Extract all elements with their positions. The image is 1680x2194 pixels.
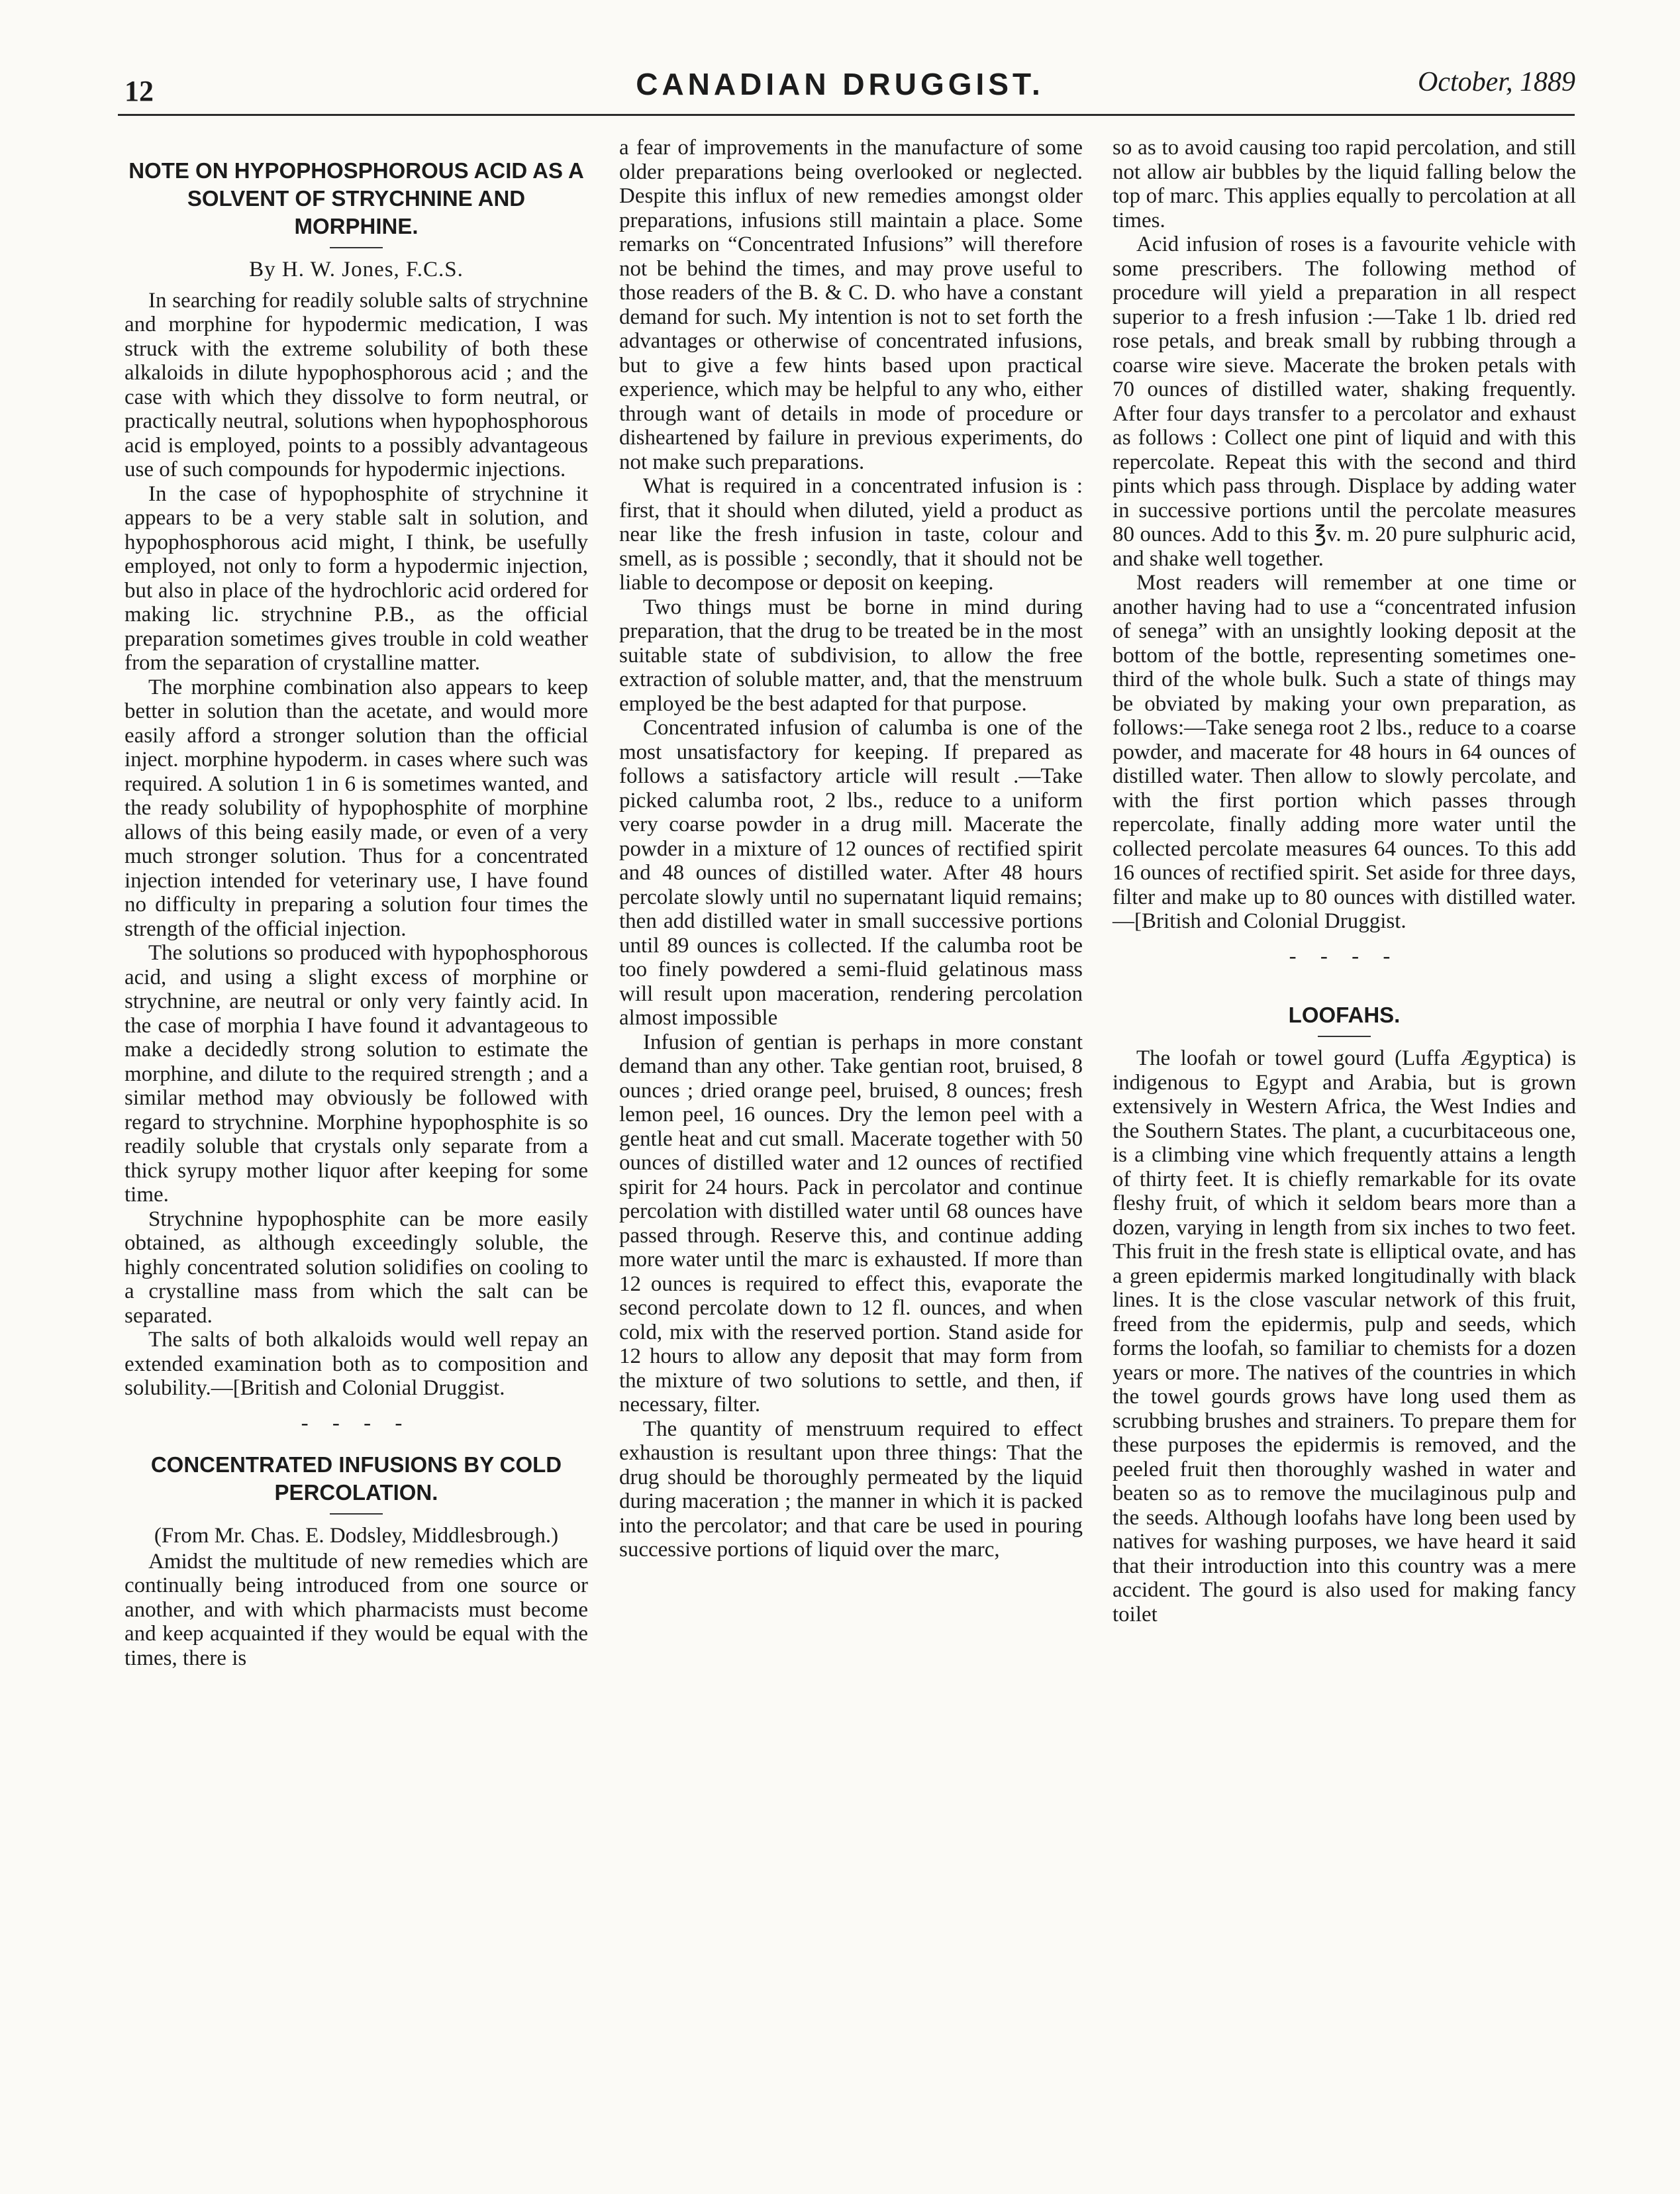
header-rule [118,114,1575,116]
article-source: (From Mr. Chas. E. Dodsley, Middlesbrough.) [154,1524,559,1548]
article-title-loofahs: LOOFAHS. [1288,1003,1401,1027]
paragraph: Infusion of gentian is perhaps in more constant demand than any other. Take gentian root, bruised, 8 ounces ; dried orange peel, bruised, 8 ounces; fresh lemon peel, 16 ounces. Dry the lemon peel with a gentle heat and cut small. Macerate together with 50 ounces of distilled water and 12 ounces of rectified spirit for 24 hours. Pack in percolator and continue percolation with distilled water until 68 ounces have passed through. Reserve this, and continue adding more water until the marc is exhausted. If more than 12 ounces is required to effect this, evaporate the second percolate down to 12 fl. ounces, and when cold, mix with the reserved portion. Stand aside for 12 hours to allow any deposit that may form from the mixture of two solutions to settle, and then, if necessary, filter. [619,1030,1083,1417]
page-header [0,0,1680,119]
paragraph: Two things must be borne in mind during preparation, that the drug to be treated be in the most suitable state of subdivision, to allow the free extraction of soluble matter, and, that the menstruum employed be the best adapted for that purpose. [619,595,1083,716]
byline: By H. W. Jones, F.C.S. [249,258,464,281]
section-separator: - - - - [1289,944,1400,968]
article-title-hypophosphorous: NOTE ON HYPOPHOSPHOROUS ACID AS A SOLVENT OF STRYCHNINE AND MORPHINE. [128,158,584,238]
paragraph: Amidst the multitude of new remedies which are continually being introduced from one source or another, and with which pharmacists must become and keep acquainted if they would be equal with the times, there is [124,1549,588,1670]
title-rule [1318,1036,1371,1037]
paragraph-continued: a fear of improvements in the manufacture of some older preparations being overlooked or neglected. Despite this influx of new remedies amongst older preparations, infusions still maintain a place. Some remarks on “Concentrated Infusions” will therefore not be behind the times, and may prove useful to those readers of the B. & C. D. who have a constant demand for such. My intention is not to set forth the advantages or otherwise of concentrated infusions, but to give a few hints based upon practical experience, which may be helpful to any who, either through want of details in mode of procedure or disheartened by failure in previous experiments, do not make such preparations. [619,136,1083,474]
masthead: CANADIAN DRUGGIST. [636,67,1044,101]
title-rule [330,247,383,248]
paragraph: In searching for readily soluble salts of strychnine and morphine for hypodermic medication, I was struck with the extreme solubility of both these alkaloids in dilute hypophosphorous acid ; and the case with which they dissolve to form neutral, or practically neutral, solutions when hypophosphorous acid is employed, points to a possibly advantageous use of such compounds for hypodermic injections. [124,288,588,481]
section-separator: - - - - [301,1411,412,1435]
article-title-concentrated-infusions: CONCENTRATED INFUSIONS BY COLD PERCOLATION. [150,1452,562,1505]
paragraph: The salts of both alkaloids would well repay an extended examination both as to composition and solubility.—[British and Colonial Druggist. [124,1328,588,1400]
column-1 [124,136,588,1670]
paragraph: What is required in a concentrated infusion is : first, that it should when diluted, yield a product as near like the fresh infusion in taste, colour and smell, as is possible ; secondly, that it should not be liable to decompose or deposit on keeping. [619,474,1083,595]
title-rule [330,1513,383,1515]
paragraph: The loofah or towel gourd (Luffa Ægyptica) is indigenous to Egypt and Arabia, but is grown extensively in Western Africa, the West Indies and the Southern States. The plant, a cucurbitaceous one, is a climbing vine which frequently attains a length of thirty feet. It is chiefly remarkable for its ovate fleshy fruit, of which it seldom bears more than a dozen, varying in length from six inches to two feet. This fruit in the fresh state is elliptical ovate, and has a green epidermis marked longitudinally with black lines. It is the close vascular network of this fruit, freed from the epidermis, pulp and seeds, which forms the loofah, so familiar to chemists for a dozen years or more. The natives of the countries in which the towel gourds grows have long used them as scrubbing brushes and strainers. To prepare them for these purposes the epidermis is removed, and the peeled fruit then thoroughly washed in water and beaten so as to remove the mucilaginous pulp and the seeds. Although loofahs have long been used by natives for washing purposes, we have heard it said that their introduction into this country was a mere accident. The gourd is also used for making fancy toilet [1112,1046,1576,1626]
paragraph: The quantity of menstruum required to effect exhaustion is resultant upon three things: That the drug should be thoroughly permeated by the liquid during maceration ; the manner in which it is packed into the percolator; and that care be used in pouring successive portions of liquid over the marc, [619,1417,1083,1562]
paragraph: Strychnine hypophosphite can be more easily obtained, as although exceedingly soluble, the highly concentrated solution solidifies on cooling to a crystalline mass from which the salt can be separated. [124,1207,588,1328]
issue-date: October, 1889 [1418,67,1575,97]
paragraph: The solutions so produced with hypophosphorous acid, and using a slight excess of morphine or strychnine, are neutral or only very faintly acid. In the case of morphia I have found it advantageous to make a decidedly strong solution to estimate the morphine, and dilute to the required strength ; and a similar method may obviously be followed with regard to strychnine. Morphine hypophosphite is so readily soluble that crystals only separate from a thick syrupy mother liquor after keeping for some time. [124,941,588,1207]
paragraph: Acid infusion of roses is a favourite vehicle with some prescribers. The following method of procedure will yield a preparation in all respect superior to a fresh infusion :—Take 1 lb. dried red rose petals, and break small by rubbing through a coarse wire sieve. Macerate the broken petals with 70 ounces of distilled water, shaking frequently. After four days transfer to a percolator and exhaust as follows : Collect one pint of liquid and with this repercolate. Repeat this with the second and third pints which pass through. Displace by adding water in successive portions until the percolate measures 80 ounces. Add to this ℥v. m. 20 pure sulphuric acid, and shake well together. [1112,232,1576,571]
paragraph: Most readers will remember at one time or another having had to use a “concentrated infusion of senega” with an unsightly looking deposit at the bottom of the bottle, representing sometimes one-third of the whole bulk. Such a state of things may be obviated by making your own preparation, as follows:—Take senega root 2 lbs., reduce to a coarse powder, and macerate for 48 hours in 64 ounces of distilled water. Then allow to slowly percolate, and with the first portion which passes through repercolate, finally adding more water until the collected percolate measures 64 ounces. To this add 16 ounces of rectified spirit. Set aside for three days, filter and make up to 80 ounces with distilled water.—[British and Colonial Druggist. [1112,571,1576,933]
paragraph: The morphine combination also appears to keep better in solution than the acetate, and would more easily afford a stronger solution than the official inject. morphine hypoderm. in cases where such was required. A solution 1 in 6 is sometimes wanted, and the ready solubility of hypophosphite of morphine allows of this being easily made, or even of a very much stronger solution. Thus for a concentrated injection intended for veterinary use, I have found no difficulty in preparing a solution four times the strength of the official injection. [124,675,588,941]
paragraph: In the case of hypophosphite of strychnine it appears to be a very stable salt in solution, and hypophosphorous acid might, I think, be usefully employed, not only to form a hypodermic injection, but also in place of the hydrochloric acid ordered for making lic. strychnine P.B., as the official preparation sometimes gives trouble in cold weather from the separation of crystalline matter. [124,481,588,675]
paragraph-continued: so as to avoid causing too rapid percolation, and still not allow air bubbles by the liquid falling below the top of marc. This applies equally to percolation at all times. [1112,136,1576,232]
column-2 [619,136,1083,1562]
column-3 [1112,136,1576,1626]
page-number: 12 [124,75,154,107]
paragraph: Concentrated infusion of calumba is one of the most unsatisfactory for keeping. If prepared as follows a satisfactory article will result .—Take picked calumba root, 2 lbs., reduce to a uniform very coarse powder in a drug mill. Macerate the powder in a mixture of 12 ounces of rectified spirit and 48 ounces of distilled water. After 48 hours percolate slowly until no supernatant liquid remains; then add distilled water in small successive portions until 89 ounces is collected. If the calumba root be too finely powdered a semi-fluid gelatinous mass will result upon maceration, rendering percolation almost impossible [619,716,1083,1030]
